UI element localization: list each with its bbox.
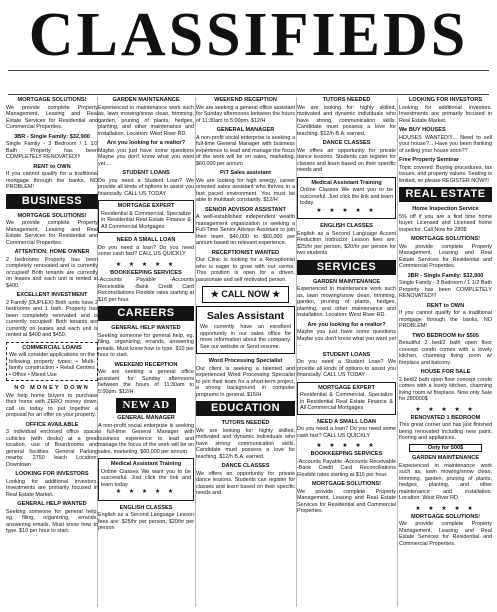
call-now-badge: ★ CALL NOW ★ <box>202 286 289 303</box>
star-divider: ★ ★ ★ ★ ★ <box>115 261 177 268</box>
column-3 <box>196 97 295 609</box>
classified-ad: MORTGAGE SOLUTIONS! We provide complete Property Management, Leasing and Real Estate Services for Residential and Commercial Properties. <box>399 513 492 547</box>
star-divider: ★ ★ ★ ★ ★ <box>316 443 377 449</box>
classified-ad: GARDEN MAINTENANCE Experienced in maintenance work such as, lawn mowing/snow clean, trimming, garden, pruning of plants, hedges, planting, and other maintenance and installation. Location: West River RD. <box>98 97 194 137</box>
classified-ad-boxed: Medical Assistant Training Online Classes We want you to be successful. Just click the link and learn today. ★ ★ ★ ★ ★ <box>297 177 396 220</box>
classified-ad: RENT to OWN If you cannot qualify for a traditional mortgage through the banks, NO PROBLEM! <box>6 163 98 190</box>
classified-ad: SENIOR ADVISOR ASSISTANT A well-established independent wealth management organization is seeking a Full-Time Senior Advisor Assistant to join their team. $40,000 to $60,000 per annum based on relevant experience. <box>196 206 295 246</box>
classified-ad: STUDENT LOANS Do you need a Student Loan? We provide all kinds of options to assist you financially. CALL US TODAY <box>98 170 194 197</box>
masthead-rule-top <box>8 70 489 71</box>
classified-ad: Are you looking for a realtor? Maybe you just have some questions Maybe you don't know what you want yet ... <box>297 321 396 348</box>
classified-ad: TUTORS NEEDED We are looking for: highly skilled, motivated and dynamic individuals who have strong communication skills. Candidate must possess a love for teaching. $12/h B.A. earned. <box>196 420 295 460</box>
star-icon: ★ <box>210 289 222 299</box>
classified-ad: OFFICE AVAILABLE 3 individual enclosed office space cubicles (with desks) at a great location, use of Boardrooms and general facilities. General Parking nearby. 2750 /each Location: Downtown <box>6 421 98 468</box>
classified-ad: EXCELLENT INVESTMENT 2 Family (DUPLEX) Both units have 2 bedrooms and 1 bath. Property has been completely renovated and is currently occupied! Both tenants are currently on leases and each unit is rented at $400 and $450. <box>6 292 98 338</box>
column-4 <box>297 97 396 609</box>
section-banner-business: BUSINESS <box>6 194 98 209</box>
classified-ad: LOOKING FOR INVESTORS Looking for additional investors. Investments are primarily focused in Real Estate Market. <box>6 471 98 498</box>
classified-ad: HOUSE FOR SALE 2 bed/2 bath open floor concept condo comes with a lovely kitchen, charming living room w/ fireplace. Now only Sale for 280000$ <box>399 369 492 402</box>
classified-ad: WEEKEND RECEPTION We are seeking a general office assistant for Sunday afternoons between the hours of 11:30am to 5:00pm. $12/H <box>98 361 194 395</box>
classified-ad: GENERAL HELP WANTED Seeking someone for general help, eg. filing, organizing, errands, answering emails. Must know how to type. $10 per hour to start. <box>98 325 194 358</box>
classified-ad: STUDENT LOANS Do you need a Student Loan? We provide all kinds of options to assist you financially. CALL US TODAY <box>297 351 396 378</box>
classified-ad: GENERAL MANAGER A non-profit social enterprise is seeking a full-time General Manager with business experience to lead and manage the focus of the work will be on sales, marketing, $60,000 per annum <box>196 127 295 167</box>
classified-ad: 3BR - Single Family: $32,900 Single Family - 3 Bedroom / 1 1/2 Bath Property has been COMPLETELY RENOVATED!!! <box>6 133 98 160</box>
star-divider: ★ ★ ★ ★ ★ <box>115 489 177 495</box>
classified-ad: GENERAL HELP WANTED Seeking someone for general help, eg. filing, organizing, errands, answering emails. Must know how to type. $10 per hour to start. <box>6 501 98 534</box>
classified-ad: TWO BEDROOM for $505 Beautiful 2 bed/2 bath open floor concept condo comes with a lovely kitchen, charming living room w/ fireplace and balcony. <box>399 332 492 366</box>
classified-ad: LOOKING FOR INVESTORS Looking for additional investors. Investments are primarily focused in Real Estate Market. <box>399 97 492 124</box>
classified-ad: 3BR - Single Family: $32,900 Single Family - 3 Bedroom / 1 1/2 Bath Property has been COMPLETELY RENOVATED!!! <box>399 272 492 299</box>
classified-ad: WEEKEND RECEPTION We are seeking a general office assistant for Sunday afternoons between the hours of 11:30am to 5:00pm. $12/H <box>196 97 295 124</box>
price-tag: Only for 500$ <box>409 444 482 453</box>
star-divider: ★ ★ ★ ★ ★ <box>415 406 476 413</box>
column-divider <box>397 97 398 607</box>
section-banner-careers: CAREERS <box>98 306 194 321</box>
classified-ad: ENGLISH CLASSES English as a Second Language Lesson fees are: $25/hr per person, $20/hr per person <box>98 504 194 531</box>
masthead <box>0 2 497 90</box>
classified-ad-boxed: MORTGAGE EXPERT Residential & Commercial, Specialize in Residential Real Estate Finance & All Commercial Mortgages <box>297 382 396 415</box>
classified-ad: RENT to OWN If you cannot qualify for a traditional mortgage through the banks, NO PROBLEM! <box>399 302 492 329</box>
classified-ad: RECEPTIONIST WANTED Our Clinic is looking for a Receptionist who is eager to grow with our centre. This position is open for a driven, passionate and self motivated person. <box>196 249 295 283</box>
column-2 <box>98 97 194 609</box>
classified-ad: Free Property Seminar Topic covered: Buying procedures, tax issues, and property values. Seating is limited, so please REGISTER NOW!!! <box>399 157 492 184</box>
classified-ad: MORTGAGE SOLUTIONS! We provide complete Property Management, Leasing and Real Estate Services for Residential and Commercial Properties. <box>6 97 98 130</box>
classified-ad: NO MONEY DOWN We help home buyers to purchase their home with ZERO money down, call us today to put together a proposal for an offer on your property. <box>6 385 98 418</box>
classified-ad-boxed: Medical Assistant Training Online Classes We want you to be successful. Just click the link and learn today. ★ ★ ★ ★ ★ <box>98 458 194 501</box>
classified-ad: BOOKKEEPING SERVICES -Accounts Payable -Accounts Receivable -Bank Credit Card Reconciliations Flexible rates starting at $16 per hour. <box>297 451 396 478</box>
classified-ad: We BUY HOUSES HOUSES WANTED!!!... Need to sell your house?... Have you been thinking of selling your house soon?? <box>399 127 492 154</box>
classified-ad: DANCE CLASSES We offers an opportunity for private dance lessons. Students can register for classes and learn based on their specific needs and <box>297 140 396 173</box>
classified-ad: GARDEN MAINTENANCE Experienced in maintenance work such as, lawn mowing/snow clean, trimming, garden, pruning of plants, hedges, planting, and other maintenance and installation. Location: West River RD. <box>297 278 396 318</box>
classified-ad: Home Inspection Service 5% off if you are a first time home buyer. Licensed and Licensed home inspector. Call Now for 280$ <box>399 206 492 233</box>
classified-ad: NEED A SMALL LOAN Do you need a loan? Do you need some cash fast? CALL US QUICKLY <box>297 418 396 439</box>
section-banner-education: EDUCATION <box>196 401 295 416</box>
column-5 <box>399 97 492 609</box>
classified-ad: Word Processing Specialist Our client is seeking a talented and experienced Word Processing Specialist to join their team for a short-term project, a strong background in computer programs in general. $15/H <box>196 358 295 398</box>
section-banner-real-estate: REAL ESTATE <box>399 187 492 202</box>
classified-ad: MORTGAGE SOLUTIONS! We provide complete Property Management, Leasing and Real Estate Services for Residential and Commercial Properties. <box>6 212 98 246</box>
classified-ad-boxed: MORTGAGE EXPERT Residential & Commercial, Specialize in Residential Real Estate Finance & All Commercial Mortgages <box>98 200 194 233</box>
star-divider: ★ ★ ★ ★ ★ <box>316 207 377 214</box>
classified-ad: NEED A SMALL LOAN Do you need a loan? Do you need some cash fast? CALL US QUICKLY <box>98 237 194 257</box>
page-title: CLASSIFIEDS <box>28 1 469 69</box>
classified-ad: ENGLISH CLASSES English as a Second Language Accent Reduction Instructor Lesson fees are: $25/hr per person, $20/hr per person for two students <box>297 223 396 256</box>
classified-ad: MORTGAGE SOLUTIONS! We provide complete Property Management, Leasing and Real Estate Services for Residential and Commercial Properties. <box>297 481 396 514</box>
classified-ad: MORTGAGE SOLUTIONS! We provide complete Property Management, Leasing and Real Estate Services for Residential and Commercial Properties. <box>399 236 492 269</box>
classified-ad: ATTENTION: HOME OWNER 2 bedrooms Property has been completely renovated and is currently occupied! Both tenants are currently on leases and each unit is rented at $400. <box>6 249 98 289</box>
classified-ad: RENOVATED 1 BEDROOM This great corner unit has just finished being renovated including new paint, flooring and appliances. Only for 500$ <box>399 414 492 451</box>
classified-ad-boxed: COMMERCIAL LOANS We will consider applications on the following property types: • Multi-family construction • Retail Centres • Office • Mixed Use <box>6 342 98 382</box>
new-ad-banner: NEW AD <box>116 398 176 413</box>
classified-ad: BOOKKEEPING SERVICES -Accounts Payable -Accounts Receivable -Bank Credit Card Reconciliations Flexible rates starting at $16 per hour. <box>98 269 194 303</box>
star-icon: ★ <box>269 289 281 299</box>
masthead-rule-bottom <box>8 94 489 95</box>
section-banner-services: SERVICES <box>297 260 396 275</box>
classified-ad: TUTORS NEEDED We are looking for: highly skilled, motivated and dynamic individuals who have strong communication skills. Candidate must possess a love for teaching. $12/h B.A. earned. <box>297 97 396 137</box>
featured-ad-sales-assistant: Sales Assistant We currently have an excellent opportunity in our sales office for more information about the company. See our website or Send resume. <box>196 306 295 354</box>
column-1 <box>6 97 98 609</box>
star-divider: ★ ★ ★ ★ ★ <box>415 505 476 512</box>
classified-ad: P/T Sales assistant We are looking for high energy, career oriented sales assistant who thrives in a fast paced environment. You must be able to multitask constantly. $12/H <box>196 170 295 203</box>
classified-ad: Are you looking for a realtor? Maybe you just have some questions Maybe you don't know what you want yet ... <box>98 140 194 167</box>
classified-ad: DANCE CLASSES We offers an opportunity for private dance lessons. Students can register for classes and learn based on their specific needs and <box>196 463 295 496</box>
classified-ad: GENERAL MANAGER A non-profit social enterprise is seeking a full-time General Manager with business experience to lead and manage the focus of the work will be on sales, marketing, $60,000 per annum <box>98 415 194 455</box>
classified-ad: GARDEN MAINTENANCE Experienced in maintenance work such as, lawn mowing/snow clean, trimming, garden, pruning of plants, hedges, planting, and other maintenance and installation. Location: West River RD. <box>399 455 492 501</box>
